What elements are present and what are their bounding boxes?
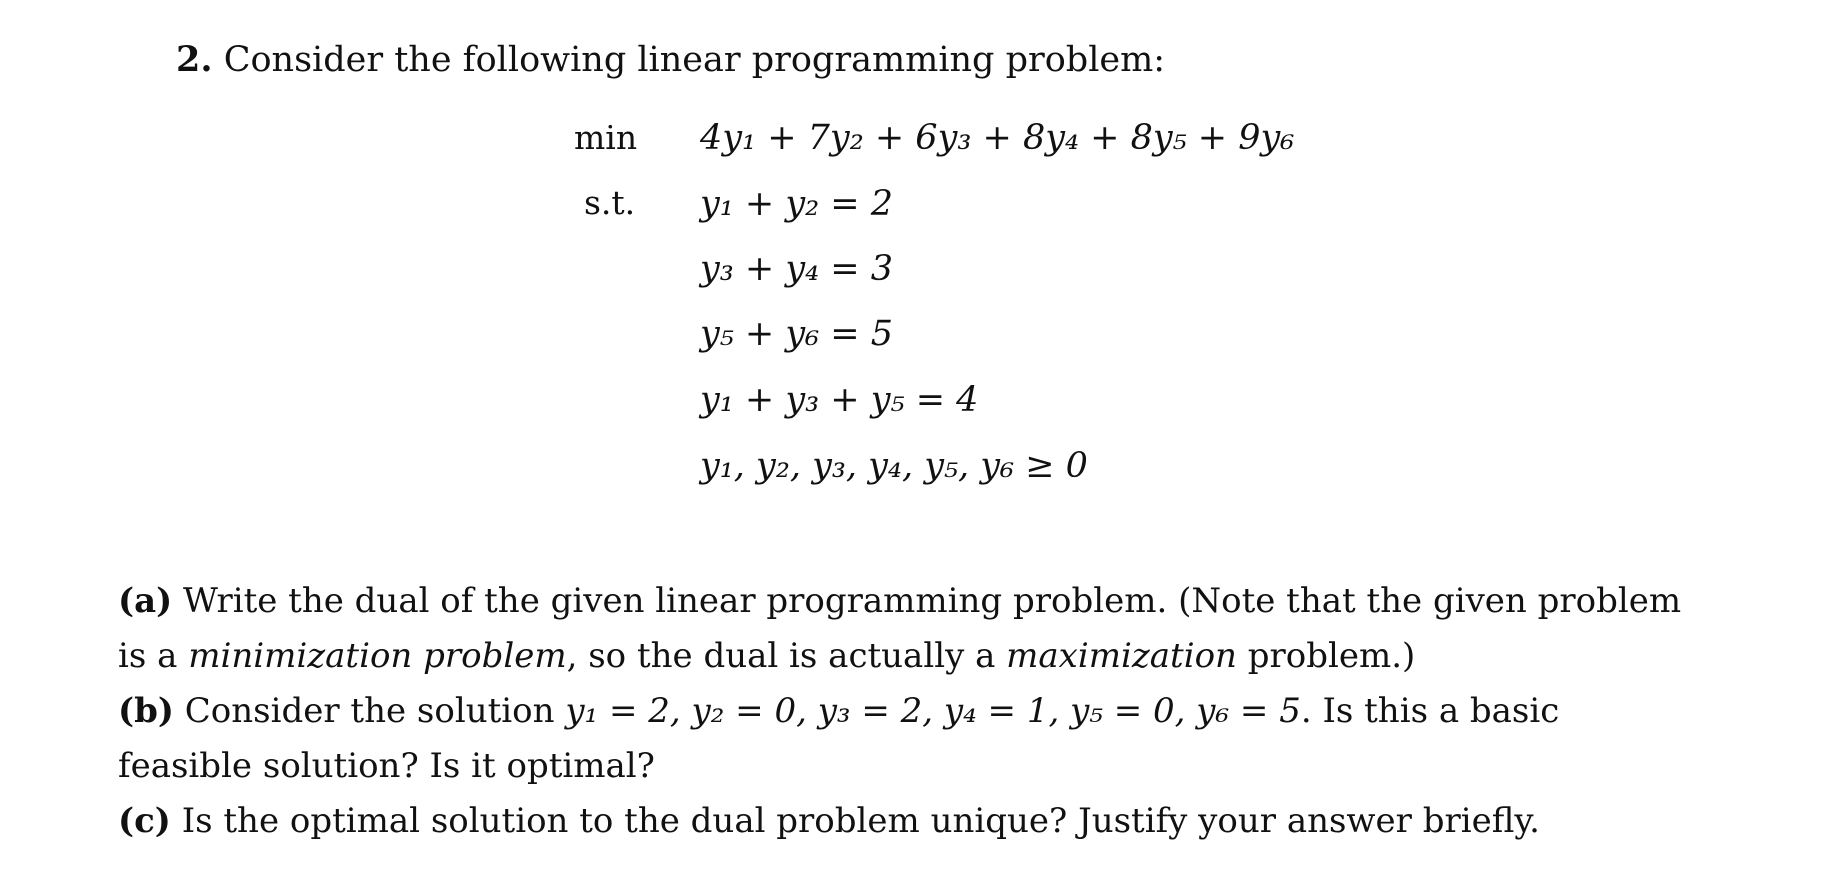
part-a-label: (a) <box>118 581 173 621</box>
part-c-label: (c) <box>118 801 171 841</box>
part-a <box>118 574 1698 684</box>
part-a-text-3: problem.) <box>1236 636 1416 676</box>
part-a-emphasis-min: minimization problem <box>188 636 567 676</box>
part-c-text: Is the optimal solution to the dual problem unique? Justify your answer briefly. <box>170 801 1540 841</box>
objective-function: 4y₁ + 7y₂ + 6y₃ + 8y₄ + 8y₅ + 9y₆ <box>700 118 1295 158</box>
part-a-text: Write the dual of the given linear programming problem. (Note that the given problem is a <box>118 581 1682 676</box>
objective-keyword: min <box>574 118 638 157</box>
part-b-label: (b) <box>118 691 174 731</box>
constraint-keyword: s.t. <box>584 183 636 222</box>
part-b-text: Consider the solution <box>173 691 566 731</box>
constraint-1: y₁ + y₂ = 2 <box>700 184 894 224</box>
constraint-2: y₃ + y₄ = 3 <box>700 249 894 289</box>
part-a-text-2: , so the dual is actually a <box>566 636 1007 676</box>
part-b-text-2: . Is this a basic feasible solution? Is it optimal? <box>118 691 1560 786</box>
part-b-solution: y₁ = 2, y₂ = 0, y₃ = 2, y₄ = 1, y₅ = 0, y₆ = 5 <box>565 691 1301 731</box>
part-b <box>118 684 1698 794</box>
question-header <box>176 36 1165 84</box>
question-number: 2. <box>176 39 213 80</box>
constraint-4: y₁ + y₃ + y₅ = 4 <box>700 380 979 420</box>
part-c <box>118 794 1698 849</box>
question-parts <box>118 574 1698 849</box>
part-a-emphasis-max: maximization <box>1006 636 1237 676</box>
nonnegativity-constraint: y₁, y₂, y₃, y₄, y₅, y₆ ≥ 0 <box>700 446 1088 486</box>
constraint-3: y₅ + y₆ = 5 <box>700 314 894 354</box>
question-intro: Consider the following linear programming problem: <box>223 40 1166 80</box>
